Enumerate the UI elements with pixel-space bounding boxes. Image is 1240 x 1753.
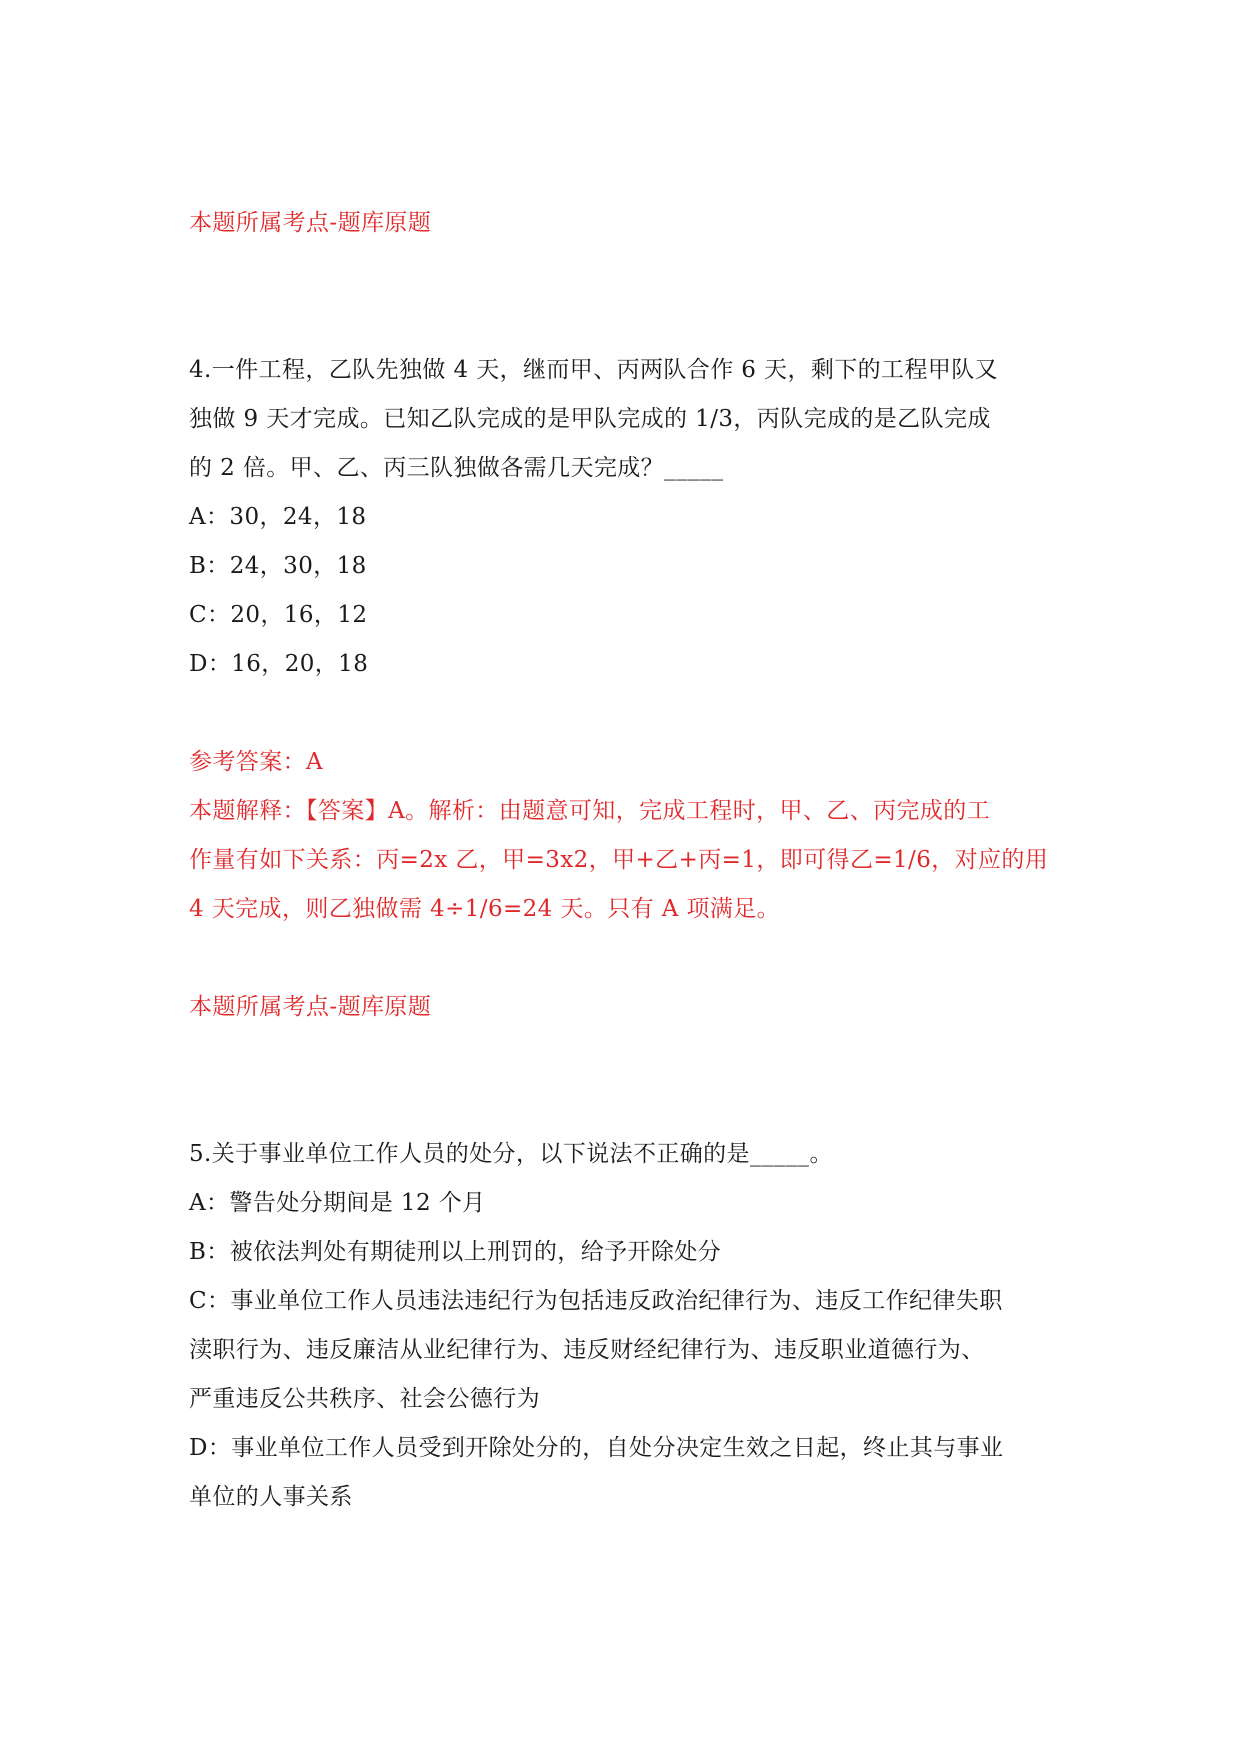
- q4-answer: 参考答案：A: [189, 749, 324, 775]
- q5-option-d-line-1: D：事业单位工作人员受到开除处分的，自处分决定生效之日起，终止其与事业: [189, 1435, 1004, 1461]
- q5-option-a: A：警告处分期间是 12 个月: [189, 1190, 486, 1216]
- q5-option-c-line-1: C：事业单位工作人员违法违纪行为包括违反政治纪律行为、违反工作纪律失职: [189, 1288, 1003, 1314]
- q4-explanation-line-2: 作量有如下关系：丙=2x 乙，甲=3x2，甲+乙+丙=1，即可得乙=1/6，对应的用: [189, 847, 1049, 873]
- q4-option-a: A：30，24，18: [189, 504, 367, 530]
- q5-option-c-line-2: 渎职行为、违反廉洁从业纪律行为、违反财经纪律行为、违反职业道德行为、: [189, 1337, 985, 1363]
- q4-stem-line-3: 的 2 倍。甲、乙、丙三队独做各需几天完成？_____: [189, 455, 724, 481]
- q4-option-d: D：16，20，18: [189, 651, 369, 677]
- q4-explanation-line-1: 本题解释：【答案】A。解析：由题意可知，完成工程时，甲、乙、丙完成的工: [189, 798, 991, 824]
- q4-stem-line-1: 4.一件工程，乙队先独做 4 天，继而甲、丙两队合作 6 天，剩下的工程甲队又: [189, 357, 999, 383]
- q5-option-b: B：被依法判处有期徒刑以上刑罚的，给予开除处分: [189, 1239, 722, 1265]
- q5-option-d-line-2: 单位的人事关系: [189, 1484, 353, 1510]
- q4-topic: 本题所属考点-题库原题: [189, 994, 432, 1020]
- q4-stem-line-2: 独做 9 天才完成。已知乙队完成的是甲队完成的 1/3，丙队完成的是乙队完成: [189, 406, 991, 432]
- q4-explanation-line-3: 4 天完成，则乙独做需 4÷1/6=24 天。只有 A 项满足。: [189, 896, 781, 922]
- q4-option-c: C：20，16，12: [189, 602, 368, 628]
- prev-question-topic: 本题所属考点-题库原题: [189, 210, 432, 236]
- q5-stem: 5.关于事业单位工作人员的处分，以下说法不正确的是_____。: [189, 1141, 833, 1167]
- q4-option-b: B：24，30，18: [189, 553, 367, 579]
- q5-option-c-line-3: 严重违反公共秩序、社会公德行为: [189, 1386, 540, 1412]
